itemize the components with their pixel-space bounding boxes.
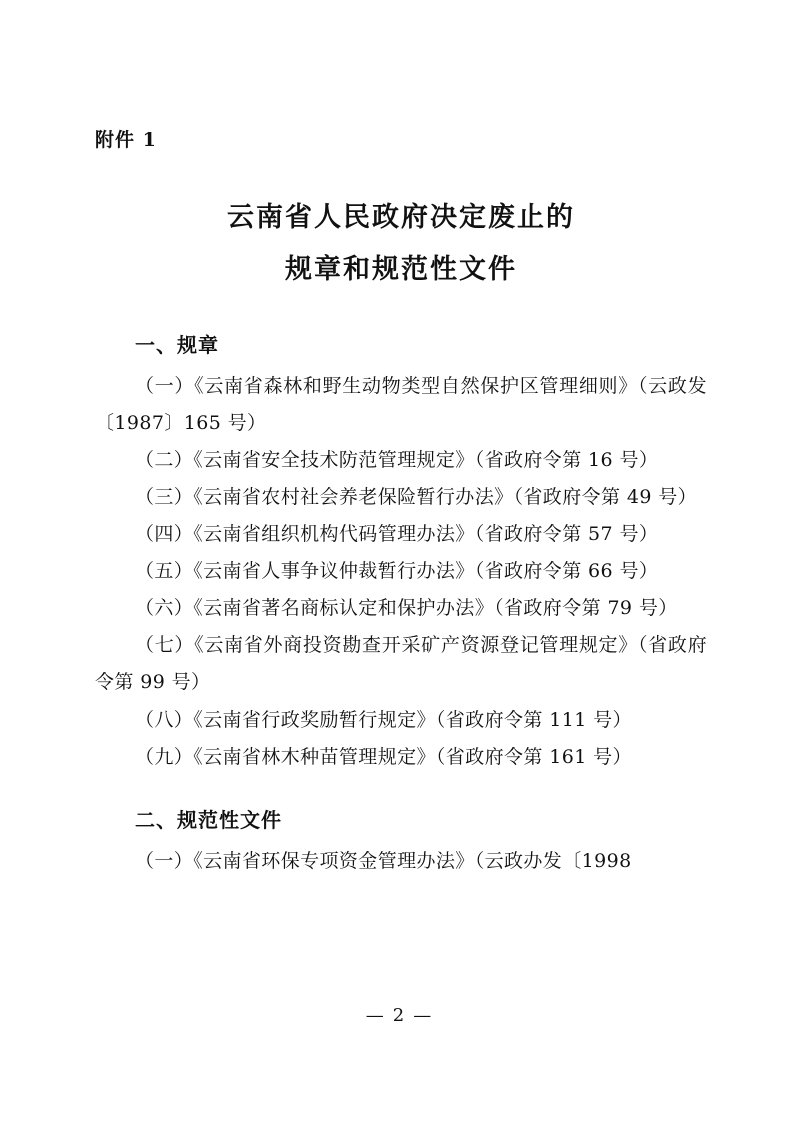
list-item: （三）《云南省农村社会养老保险暂行办法》（省政府令第 49 号）	[135, 486, 698, 509]
list-item: （九）《云南省林木种苗管理规定》（省政府令第 161 号）	[135, 745, 632, 768]
list-item: （七）《云南省外商投资勘查开采矿产资源登记管理规定》（省政府令第 99 号）	[95, 634, 707, 694]
section-regulations-items	[95, 368, 707, 776]
list-item: （二）《云南省安全技术防范管理规定》（省政府令第 16 号）	[135, 449, 659, 472]
page-title-line-1: 云南省人民政府决定废止的	[227, 202, 575, 234]
list-item: （六）《云南省著名商标认定和保护办法》（省政府令第 79 号）	[135, 597, 678, 620]
page-number-prefix: —	[365, 1005, 387, 1026]
list-item: （四）《云南省组织机构代码管理办法》（省政府令第 57 号）	[135, 523, 659, 546]
list-item: （五）《云南省人事争议仲裁暂行办法》（省政府令第 66 号）	[135, 560, 659, 583]
list-item: （八）《云南省行政奖励暂行规定》（省政府令第 111 号）	[135, 708, 632, 731]
list-item: （一）《云南省森林和野生动物类型自然保护区管理细则》（云政发〔1987〕165 号）	[95, 375, 707, 435]
section-heading-regulations: 一、规章	[135, 333, 219, 358]
document-body	[95, 125, 707, 880]
page-title	[95, 197, 707, 291]
page-number	[0, 1005, 800, 1026]
section-normative-documents	[95, 802, 707, 880]
section-heading-normative-documents: 二、规范性文件	[135, 807, 282, 832]
attachment-label: 附件 1	[95, 129, 157, 151]
page-number-value: 2	[392, 1005, 408, 1026]
section-normative-documents-items	[95, 843, 707, 880]
section-regulations	[95, 327, 707, 776]
list-item: （一）《云南省环保专项资金管理办法》（云政办发〔1998	[135, 849, 632, 872]
page-title-line-2: 规章和规范性文件	[285, 254, 517, 286]
page-number-suffix: —	[413, 1005, 435, 1026]
